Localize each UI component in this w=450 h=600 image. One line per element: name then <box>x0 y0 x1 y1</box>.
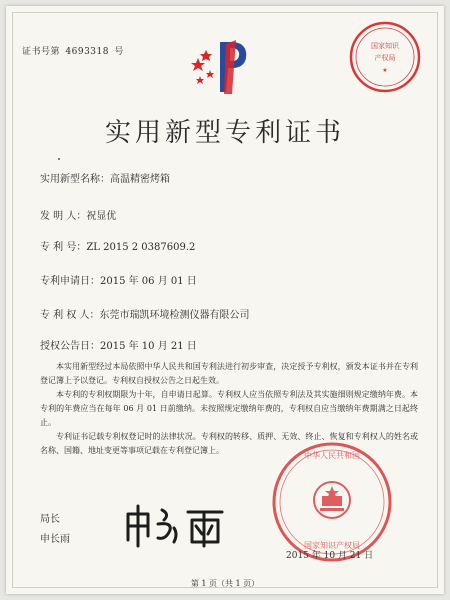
body-paragraph-1: 本实用新型经过本局依照中华人民共和国专利法进行初步审查，决定授予专利权，颁发本证书并在专利登记簿上予以登记。专利权自授权公告之日起生效。 <box>40 362 418 385</box>
seal-bottom-top-text: 中华人民共和国 <box>304 451 360 460</box>
director-signature-icon <box>118 500 228 550</box>
seal-top-line-1: 国家知识 <box>371 42 399 50</box>
cert-no-suffix: 号 <box>114 47 124 57</box>
patent-owner-label: 专 利 权 人： <box>40 310 100 321</box>
issue-date: 2015 年 10 月 21 日 <box>286 551 374 561</box>
body-paragraph-3: 专利证书记载专利权登记时的法律状况。专利权的转移、质押、无效、终止、恢复和专利权人的姓名或名称、国籍、地址变更等事项记载在专利登记簿上。 <box>40 432 418 455</box>
official-seal-icon <box>346 18 424 96</box>
row-inventor <box>40 207 116 222</box>
page-number: 第 1 页（共 1 页） <box>190 579 260 588</box>
filing-date-value: 2015 年 06 月 01 日 <box>100 276 197 287</box>
director-name: 申长雨 <box>40 534 70 545</box>
certificate-title: 实用新型专利证书 <box>104 118 345 148</box>
decorative-dot <box>58 158 60 160</box>
utility-name-label: 实用新型名称： <box>40 174 110 185</box>
filing-date-label: 专利申请日： <box>40 276 100 287</box>
grant-date-label: 授权公告日： <box>40 341 100 352</box>
row-patent-number <box>40 238 195 253</box>
seal-top-line-2: 产权局 <box>374 54 396 62</box>
cert-no-value: 4693318 <box>65 47 109 57</box>
utility-name-value: 高温精密烤箱 <box>110 174 170 185</box>
inventor-label: 发 明 人： <box>40 211 87 222</box>
patent-number-label: 专 利 号： <box>40 242 87 253</box>
national-seal-icon <box>270 440 394 564</box>
row-filing-date <box>40 272 197 287</box>
row-patent-owner <box>40 306 250 321</box>
body-paragraph-2: 本专利的专利权期限为十年，自申请日起算。专利权人应当依照专利法及其实施细则规定缴纳年费。本专利的年费应当在每年 06 月 01 日前缴纳。未按照规定缴纳年费的，专利权自应当缴纳年费期满之日起终止。 <box>40 390 418 427</box>
cert-no-label: 证书号第 <box>22 47 61 57</box>
row-grant-date <box>40 337 197 352</box>
inventor-value: 祝显优 <box>86 211 117 222</box>
seal-top-line-3: ★ <box>382 67 388 74</box>
row-utility-name <box>40 170 170 185</box>
grant-date-value: 2015 年 10 月 21 日 <box>100 341 197 352</box>
seal-bottom-bottom-text: 国家知识产权局 <box>304 541 360 550</box>
director-title: 局长 <box>40 514 60 525</box>
certificate-number <box>22 44 126 57</box>
patent-owner-value: 东莞市瑞凯环境检测仪器有限公司 <box>99 310 250 321</box>
cnipa-emblem-icon <box>190 36 260 96</box>
patent-number-value: ZL 2015 2 0387609.2 <box>86 242 196 253</box>
